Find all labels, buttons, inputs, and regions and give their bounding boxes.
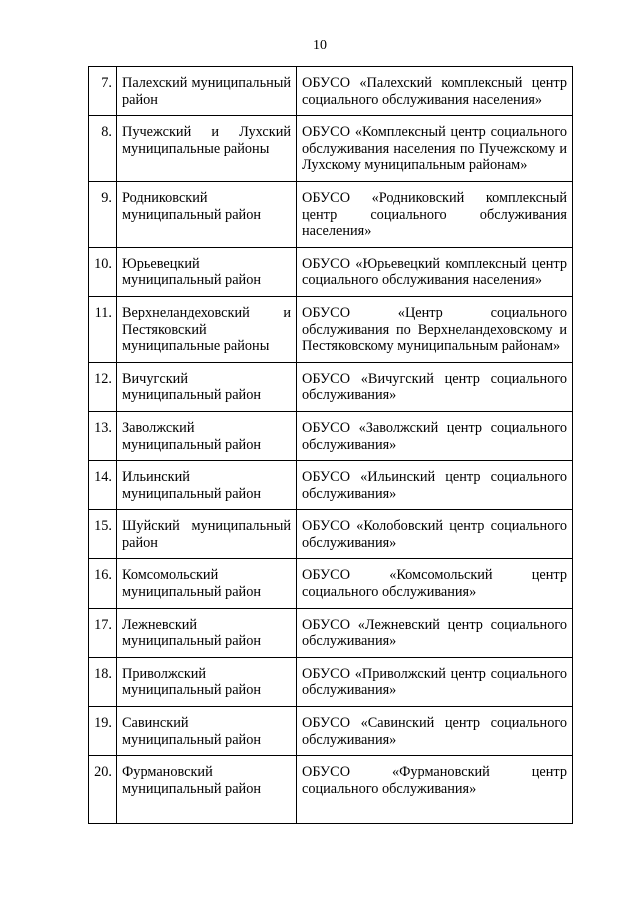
row-number: 20.: [89, 756, 117, 824]
organization-cell: ОБУСО «Колобовский центр социального обслуживания»: [297, 510, 573, 559]
organization-cell: ОБУСО «Ильинский центр социального обслуживания»: [297, 461, 573, 510]
table-row: [89, 247, 573, 296]
table-row: [89, 181, 573, 247]
district-cell: Савинский муниципальный район: [117, 707, 297, 756]
organization-cell: ОБУСО «Комсомольский центр социального обслуживания»: [297, 559, 573, 608]
district-cell: Пучежский и Лухский муниципальные районы: [117, 116, 297, 182]
district-cell: Юрьевецкий муниципальный район: [117, 247, 297, 296]
table-row: [89, 510, 573, 559]
organization-cell: ОБУСО «Приволжский центр социального обслуживания»: [297, 657, 573, 706]
organization-cell: ОБУСО «Юрьевецкий комплексный центр социального обслуживания населения»: [297, 247, 573, 296]
row-number: 12.: [89, 362, 117, 411]
page-number: 10: [313, 38, 327, 53]
district-cell: Приволжский муниципальный район: [117, 657, 297, 706]
district-cell: Вичугский муниципальный район: [117, 362, 297, 411]
institutions-table: [88, 66, 573, 824]
organization-cell: ОБУСО «Комплексный центр социального обслуживания населения по Пучежскому и Лухскому муниципальным районам»: [297, 116, 573, 182]
district-cell: Ильинский муниципальный район: [117, 461, 297, 510]
table-row: [89, 67, 573, 116]
row-number: 11.: [89, 296, 117, 362]
district-cell: Палехский муниципальный район: [117, 67, 297, 116]
table-row: [89, 707, 573, 756]
district-cell: Верхнеландеховский и Пестяковский муниципальные районы: [117, 296, 297, 362]
organization-cell: ОБУСО «Заволжский центр социального обслуживания»: [297, 411, 573, 460]
row-number: 8.: [89, 116, 117, 182]
table-row: [89, 559, 573, 608]
row-number: 10.: [89, 247, 117, 296]
organization-cell: ОБУСО «Родниковский комплексный центр социального обслуживания населения»: [297, 181, 573, 247]
row-number: 9.: [89, 181, 117, 247]
district-cell: Лежневский муниципальный район: [117, 608, 297, 657]
row-number: 18.: [89, 657, 117, 706]
row-number: 13.: [89, 411, 117, 460]
row-number: 19.: [89, 707, 117, 756]
organization-cell: ОБУСО «Вичугский центр социального обслуживания»: [297, 362, 573, 411]
organization-cell: ОБУСО «Центр социального обслуживания по Верхнеландеховскому и Пестяковскому муниципальным районам»: [297, 296, 573, 362]
organization-cell: ОБУСО «Лежневский центр социального обслуживания»: [297, 608, 573, 657]
row-number: 7.: [89, 67, 117, 116]
table-row: [89, 411, 573, 460]
organization-cell: ОБУСО «Савинский центр социального обслуживания»: [297, 707, 573, 756]
table-row: [89, 756, 573, 824]
table-row: [89, 296, 573, 362]
table-row: [89, 657, 573, 706]
table-row: [89, 461, 573, 510]
organization-cell: ОБУСО «Палехский комплексный центр социального обслуживания населения»: [297, 67, 573, 116]
district-cell: Родниковский муниципальный район: [117, 181, 297, 247]
table-row: [89, 608, 573, 657]
district-cell: Фурмановский муниципальный район: [117, 756, 297, 824]
district-cell: Шуйский муниципальный район: [117, 510, 297, 559]
row-number: 15.: [89, 510, 117, 559]
table-row: [89, 362, 573, 411]
district-cell: Комсомольский муниципальный район: [117, 559, 297, 608]
table-row: [89, 116, 573, 182]
organization-cell: ОБУСО «Фурмановский центр социального обслуживания»: [297, 756, 573, 824]
row-number: 17.: [89, 608, 117, 657]
row-number: 16.: [89, 559, 117, 608]
row-number: 14.: [89, 461, 117, 510]
district-cell: Заволжский муниципальный район: [117, 411, 297, 460]
